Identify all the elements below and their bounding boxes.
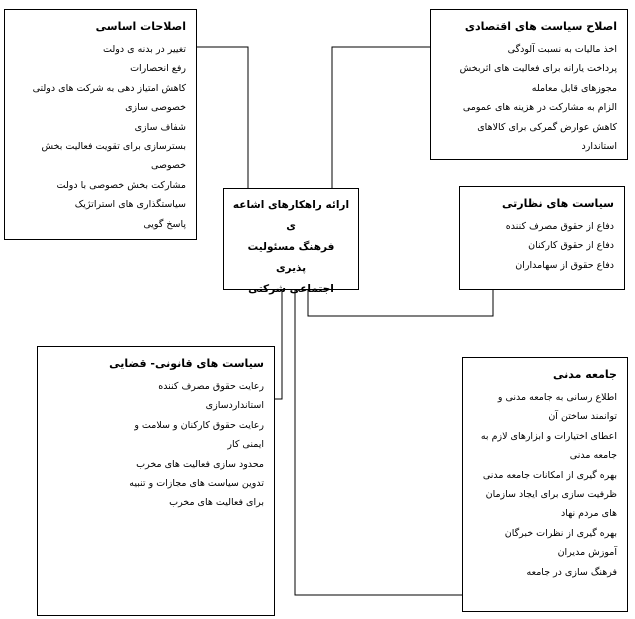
connector-economic-policy	[332, 47, 430, 188]
legal-policy-title: سیاست های قانونی- قضایی	[109, 357, 264, 370]
oversight-policy-box	[459, 186, 625, 290]
basic-reforms-title: اصلاحات اساسی	[95, 20, 186, 33]
civil-society-title: جامعه مدنی	[552, 368, 617, 381]
list-item: خصوصی سازی	[125, 102, 186, 114]
list-item: استاندارد	[581, 141, 617, 153]
economic-policy-title: اصلاح سیاست های اقتصادی	[464, 20, 617, 33]
list-item: اطلاع رسانی به جامعه مدنی و	[497, 392, 617, 403]
central-topic-box	[223, 188, 359, 295]
list-item: تدوین سیاست های مجازات و تنبیه	[129, 478, 264, 490]
economic-policy-box	[430, 9, 628, 160]
list-item: های مردم نهاد	[561, 508, 617, 520]
list-item: بهره گیری از نظرات خبرگان	[504, 527, 617, 539]
list-item: رعایت حقوق مصرف کننده	[158, 381, 264, 392]
list-item: برای فعالیت های مخرب	[169, 497, 264, 509]
list-item: خصوصی	[150, 160, 186, 172]
list-item: کاهش امتیاز دهی به شرکت های دولتی	[32, 82, 186, 94]
civil-society-box	[462, 357, 628, 612]
list-item: رفع انحصارات	[130, 63, 186, 75]
list-item: اعطای اختیارات و ابزارهای لازم به	[480, 430, 617, 442]
list-item: فرهنگ سازی در جامعه	[526, 566, 617, 578]
list-item: محدود سازی فعالیت های مخرب	[136, 458, 264, 470]
list-item: دفاع از حقوق کارکنان	[528, 240, 614, 252]
list-item: استانداردسازی	[205, 400, 264, 412]
list-item: شفاف سازی	[134, 121, 186, 133]
list-item: پاسخ گویی	[143, 218, 186, 230]
legal-policy-box	[37, 346, 275, 616]
list-item: پرداخت یارانه برای فعالیت های اثربخش	[459, 63, 617, 75]
list-item: بهره گیری از امکانات جامعه مدنی	[482, 469, 617, 481]
list-item: توانمند ساختن آن	[548, 411, 617, 423]
list-item: آموزش مدیران	[557, 547, 617, 559]
list-item: رعایت حقوق کارکنان و سلامت و	[134, 419, 264, 431]
basic-reforms-box	[4, 9, 197, 240]
list-item: تغییر در بدنه ی دولت	[103, 44, 186, 55]
list-item: کاهش عوارض گمرکی برای کالاهای	[477, 121, 617, 133]
list-item: جامعه مدنی	[569, 450, 617, 462]
connector-legal-policy	[275, 290, 282, 399]
central-topic-line: فرهنگ مسئولیت پذیری	[247, 241, 335, 274]
list-item: اخذ مالیات به نسبت آلودگی	[507, 44, 617, 55]
connector-basic-reforms	[197, 47, 248, 188]
list-item: دفاع حقوق از سهامداران	[515, 259, 614, 271]
list-item: مجوزهای قابل معامله	[531, 82, 617, 94]
list-item: ظرفیت سازی برای ایجاد سازمان	[485, 489, 617, 501]
list-item: الزام به مشارکت در هزینه های عمومی	[462, 102, 617, 114]
connector-civil-society	[295, 290, 462, 595]
list-item: ایمنی کار	[227, 439, 264, 451]
central-topic-line: ارائه راهکارهای اشاعه ی	[232, 199, 350, 232]
list-item: دفاع از حقوق مصرف کننده	[505, 221, 614, 232]
central-topic-line: اجتماعی شرکتی	[248, 283, 334, 295]
list-item: بسترسازی برای تقویت فعالیت بخش	[41, 141, 186, 153]
list-item: سیاستگذاری های استراتژیک	[74, 199, 186, 211]
oversight-policy-title: سیاست های نظارتی	[502, 197, 614, 210]
list-item: مشارکت بخش خصوصی با دولت	[56, 179, 186, 191]
